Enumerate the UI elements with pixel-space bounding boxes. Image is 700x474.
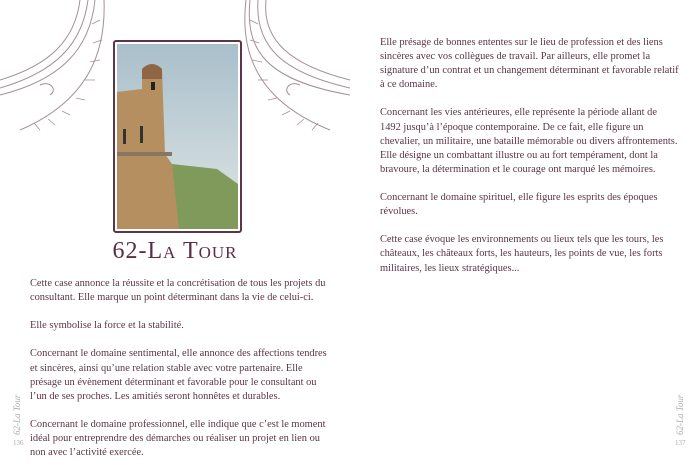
paragraph: Cette case annonce la réussite et la concrétisation de tous les projets du consultant. Elle marque un point déterminant dans la vie de celui-ci. xyxy=(30,278,326,304)
paragraph: Concernant le domaine spirituel, elle figure les esprits des époques révolues. xyxy=(380,192,658,218)
page-number: 136 xyxy=(13,439,24,447)
right-page xyxy=(350,0,700,467)
paragraph: Concernant le domaine sentimental, elle annonce des affections tendres et sincères, ainsi qu’une relation stable avec votre partenaire. Elle présage un évènement déterminant et favorable pour le consultant ou l’un de ses proches. Les amitiés seront honnêtes et durables. xyxy=(30,348,327,402)
page-number: 137 xyxy=(675,439,686,447)
paragraph: Elle présage de bonnes ententes sur le lieu de profession et des liens sincères avec vos collègues de travail. Par ailleurs, elle promet la signature d’un contrat et un changement déterminant et favorable relatif à ce domaine. xyxy=(380,37,679,91)
paragraph: Concernant les vies antérieures, elle représente la période allant de 1492 jusqu’à l’époque contemporaine. De ce fait, elle figure un chevalier, un militaire, une bataille mémorable ou divers affrontements. Elle désigne un combattant illustre ou au fort tempérament, dont la bravoure, la détermination et le courage ont marqué les mémoires. xyxy=(380,107,678,175)
paragraph: Concernant le domaine professionnel, elle indique que c’est le moment idéal pour entreprendre des démarches ou réaliser un projet en lien ou non avec l’activité exercée. xyxy=(30,418,326,459)
paragraph: Elle symbolise la force et la stabilité. xyxy=(30,320,184,332)
left-body-text xyxy=(30,277,330,474)
tower-card-illustration xyxy=(113,40,242,233)
paragraph: Cette case évoque les environnements ou lieux tels que les tours, les châteaux, les châteaux forts, les hauteurs, les points de vue, les forts militaires, les lieux stratégiques... xyxy=(380,234,664,274)
running-head: 62-La Tour xyxy=(675,394,685,435)
right-body-text xyxy=(380,36,680,290)
card-title: 62-La Tour xyxy=(112,238,238,264)
left-page xyxy=(0,0,350,467)
running-head: 62-La Tour xyxy=(12,394,22,435)
